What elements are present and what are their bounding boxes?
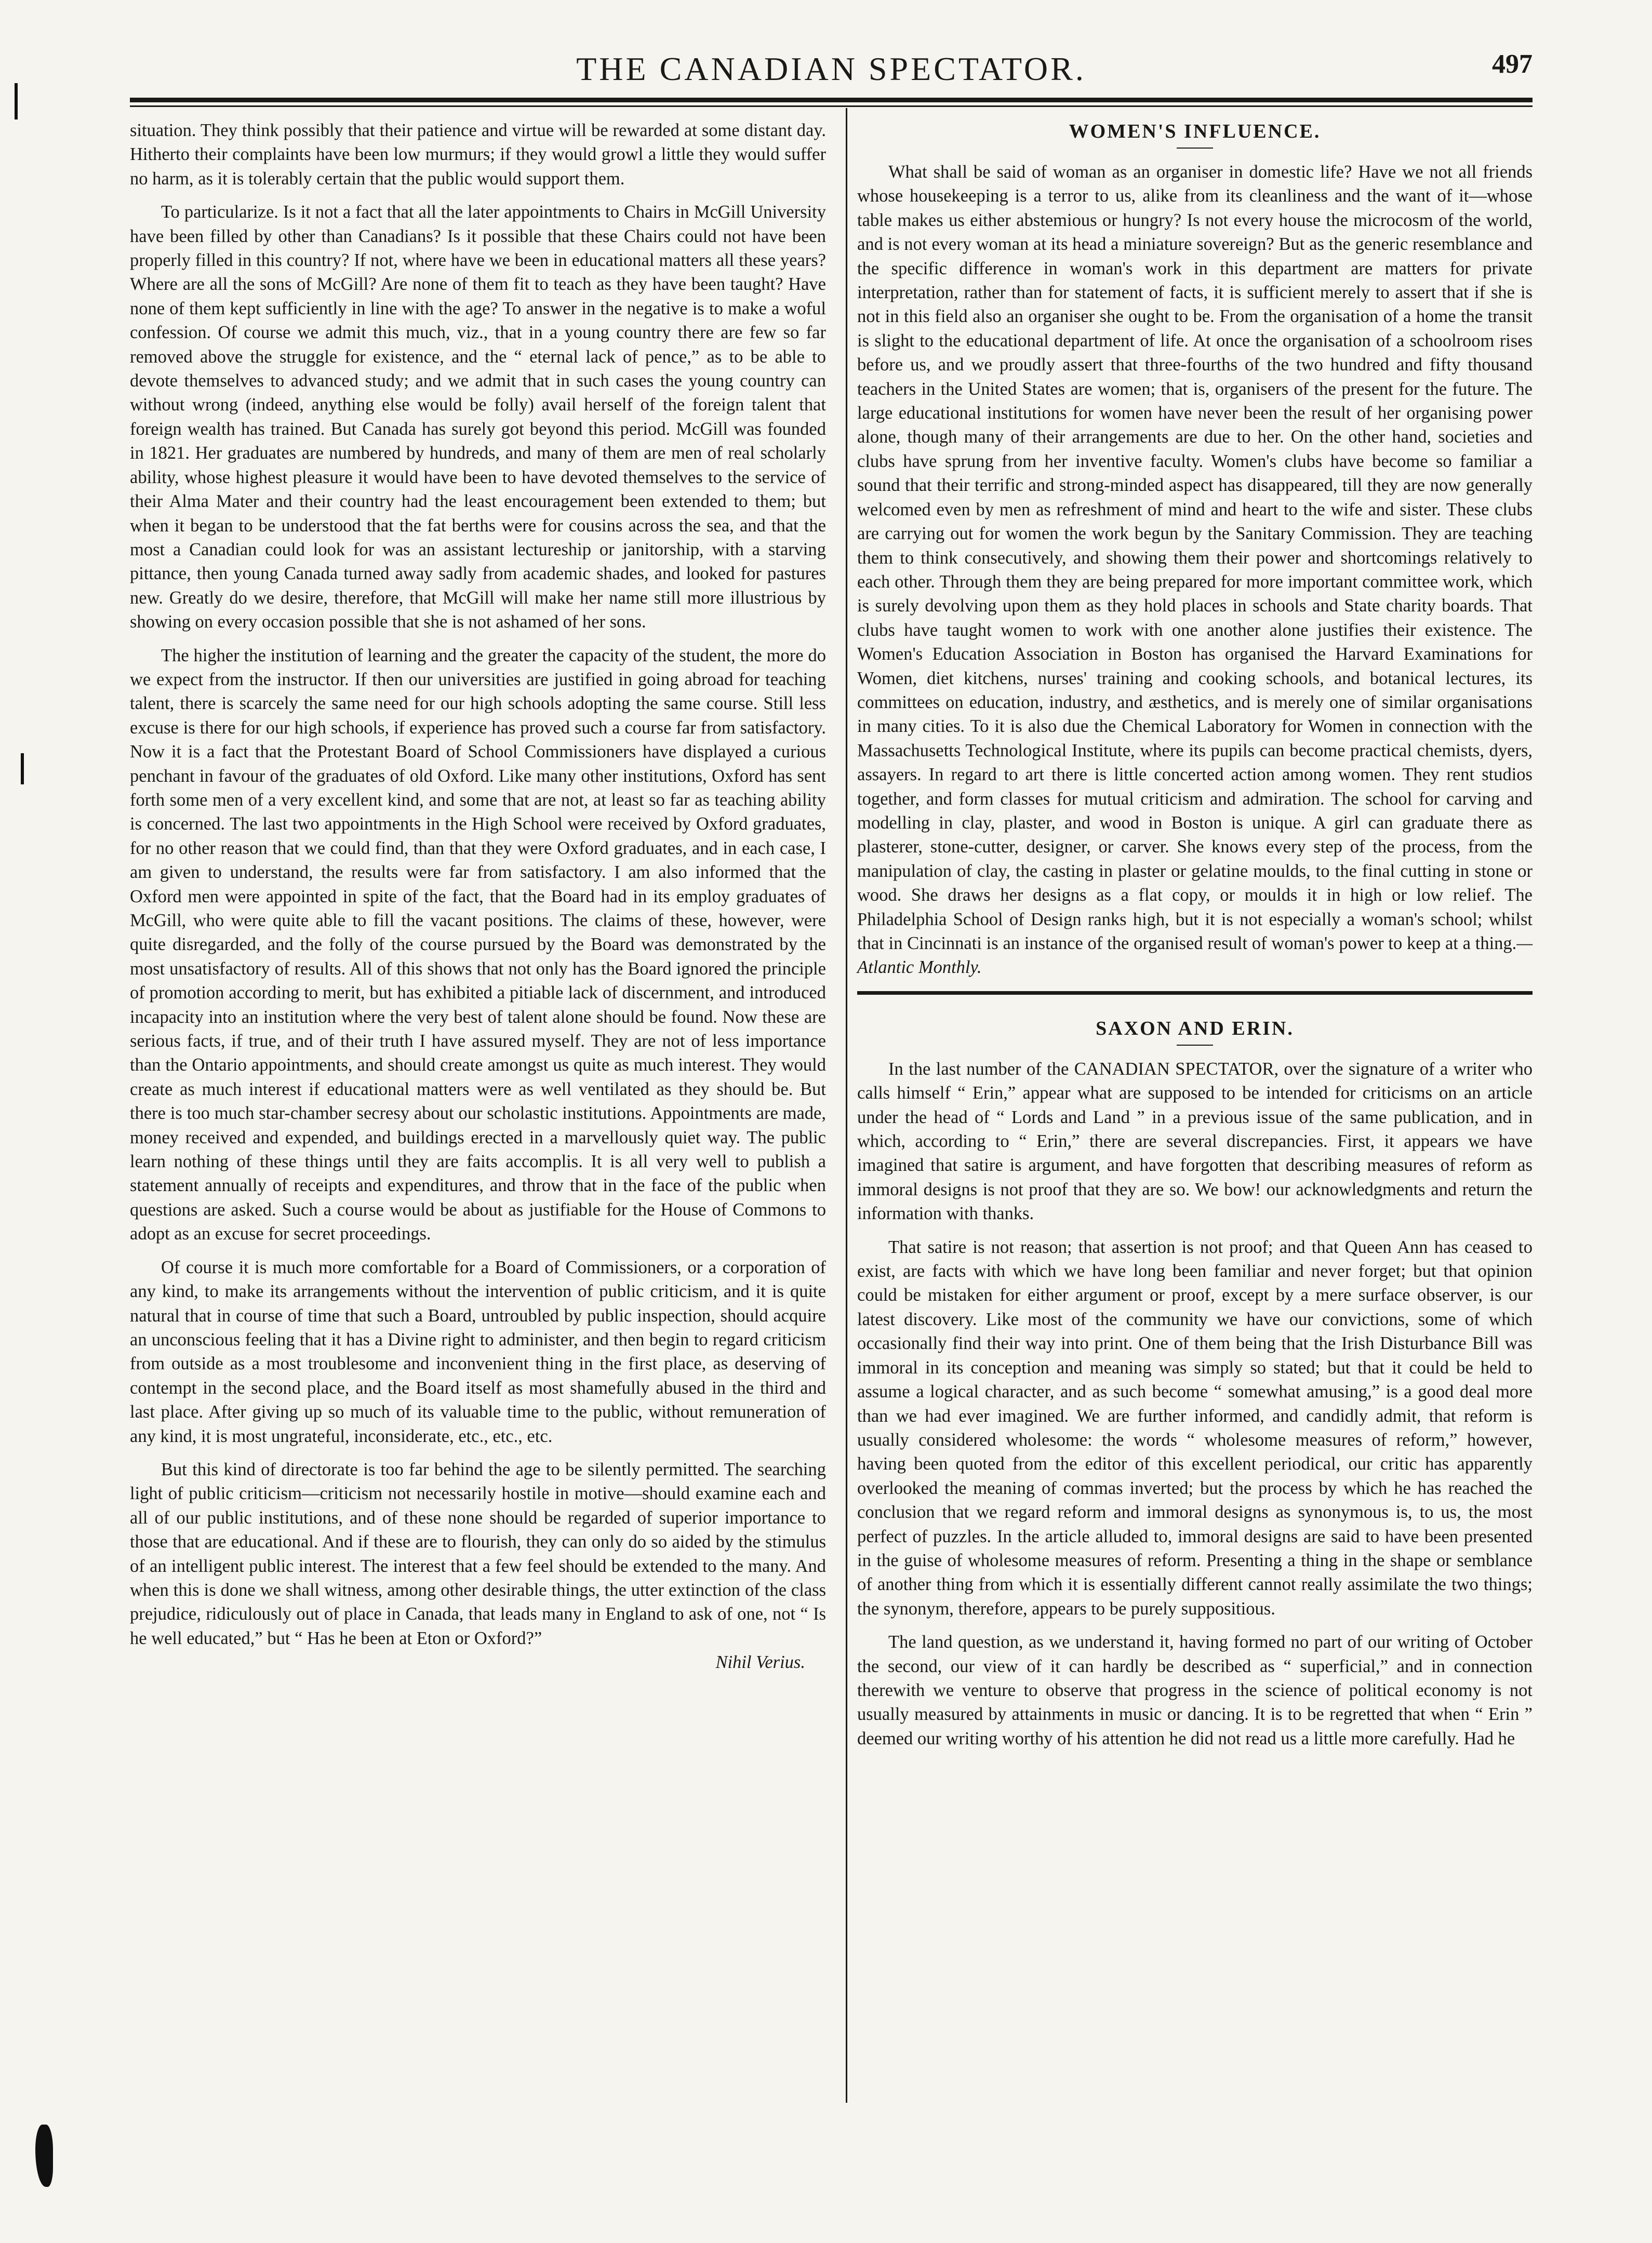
page-header — [130, 44, 1533, 101]
margin-mark-top — [15, 83, 18, 119]
article-paragraph: But this kind of directorate is too far behind the age to be silently permitted. The searching light of public criticism—criticism not necessarily hostile in motive—should examine each and all of our public institutions, and of these none should be regarded of superior importance to those that are educational. And if these are to flourish, they can only do so aided by the stimulus of an intelligent public interest. The interest that a few feel should be extended to the many. And when this is done we shall witness, among other desirable things, the utter extinction of the class prejudice, ridiculously out of place in Canada, that leads many in England to ask of one, not “ Is he well educated,” but “ Has he been at Eton or Oxford?” — [130, 1459, 826, 1648]
source-citation: —Atlantic Monthly. — [857, 933, 1533, 978]
womens-influence-paragraph — [857, 160, 1533, 980]
margin-blot — [35, 2125, 53, 2187]
running-title: THE CANADIAN SPECTATOR. — [576, 50, 1086, 87]
header-rule-thin — [130, 105, 1533, 107]
saxon-and-erin-heading: SAXON AND ERIN. — [1096, 1017, 1294, 1039]
column-divider — [846, 108, 847, 2103]
margin-mark-mid — [21, 753, 24, 784]
womens-influence-heading: WOMEN'S INFLUENCE. — [1069, 121, 1321, 142]
article-paragraph: To particularize. Is it not a fact that all the later appointments to Chairs in McGill University have been filled by other than Canadians? Is it possible that these Chairs could not have been properly filled in this country? If not, where have we been in educational matters all these years? Where are all the sons of McGill? Are none of them fit to teach as they have been taught? Have none of them kept sufficiently in line with the age? To answer in the negative is to make a woful confession. Of course we admit this much, viz., that in a young country there are few so far removed above the struggle for existence, and the “ eternal lack of pence,” as to be able to devote themselves to advanced study; and we admit that in such cases the young country can without wrong (indeed, anything else would be folly) avail herself of the foreign talent that foreign wealth has trained. But Canada has surely got beyond this period. McGill was founded in 1821. Her graduates are numbered by hundreds, and many of them are men of real scholarly ability, whose highest pleasure it would have been to have devoted themselves to the service of their Alma Mater and their country had the least encouragement been extended to them; but when it began to be understood that the fat berths were for cousins across the sea, and that the most a Canadian could look for was an assistant lectureship or janitorship, with a starving pittance, then young Canada turned away sadly from academic shades, and looked for pastures new. Greatly do we desire, therefore, that McGill will make her name still more illustrious by showing on every occasion possible that she is not ashamed of her sons. — [130, 202, 826, 632]
saxon-paragraph: In the last number of the CANADIAN SPECTATOR, over the signature of a writer who calls himself “ Erin,” appear what are supposed to be intended for criticisms on an article under the head of “ Lords and Land ” in a previous issue of the same publication, and in which, according to “ Erin,” there are several discrepancies. First, it appears we have imagined that satire is argument, and have forgotten that describing measures of reform as immoral designs is not proof that they are so. We bow! our acknowledgments and return the information with thanks. — [857, 1059, 1533, 1224]
left-column — [130, 118, 826, 1675]
header-rule-thick — [130, 98, 1533, 102]
womens-influence-text: What shall be said of woman as an organiser in domestic life? Have we not all friends whose housekeeping is a terror to us, alike from its cleanliness and the want of it—whose table makes us either abstemious or hungry? Is not every house the microcosm of the world, and is not every woman at its head a miniature sovereign? But as the generic resemblance and the specific difference in woman's work in this department are matters for private interpretation, rather than for statement of facts, it is sufficient merely to assert that if she is not in this field also an organiser she ought to be. From the organisation of a home the transit is slight to the educational department of life. At once the organisation of a schoolroom rises before us, and we proudly assert that three-fourths of the two hundred and fifty thousand teachers in the United States are women; that is, organisers of the present for the future. The large educational institutions for women have never been the result of her organising power alone, though many of their arrangements are due to her. On the other hand, societies and clubs have sprung from her inventive faculty. Women's clubs have become so familiar a sound that their terrific and strong-minded aspect has disappeared, till they are now generally welcomed even by men as refreshment of mind and heart to the wife and sister. These clubs are carrying out for women the work begun by the Sanitary Commission. They are teaching them to think consecutively, and showing them their power and shortcomings relatively to each other. Through them they are being prepared for more important committee work, which is surely devolving upon them as they hold places in schools and State charity boards. That clubs have taught women to work with one another alone justifies their existence. The Women's Education Association in Boston has organised the Harvard Examinations for Women, diet kitchens, nurses' training and cooking schools, and botanical lectures, its committees on education, industry, and æsthetics, and is merely one of similar organisations in many cities. To it is also due the Chemical Laboratory for Women in connection with the Massachusetts Technological Institute, where its pupils can become practical chemists, dyers, assayers. In regard to art there is little concerted action among women. They rent studios together, and form classes for mutual criticism and admiration. The school for carving and modelling in clay, plaster, and wood in Boston is unique. A girl can graduate there as plasterer, stone-cutter, designer, or carver. She knows every step of the process, from the manipulation of clay, the casting in plaster or gelatine moulds, to the final cutting in stone or wood. She draws her designs as a flat copy, or moulds it in high or low relief. The Philadelphia School of Design ranks high, but it is not especially a woman's school; whilst that in Cincinnati is an instance of the organised result of woman's power to keep at a thing. — [857, 162, 1533, 953]
section-separator — [857, 991, 1533, 995]
page-number: 497 — [1492, 49, 1533, 79]
article-paragraph: situation. They think possibly that their patience and virtue will be rewarded at some distant day. Hitherto their complaints have been low murmurs; if they would growl a little they would suffer no harm, as it is tolerably certain that the public would support them. — [130, 121, 826, 189]
saxon-paragraph: The land question, as we understand it, having formed no part of our writing of October the second, our view of it can hardly be described as “ superficial,” and in connection therewith we venture to observe that progress in the science of political economy is not usually measured by attainments in music or dancing. It is to be regretted that when “ Erin ” deemed our writing worthy of his attention he did not read us a little more carefully. Had he — [857, 1632, 1533, 1748]
article-paragraph: The higher the institution of learning and the greater the capacity of the student, the more do we expect from the instructor. If then our universities are justified in going abroad for teaching talent, there is scarcely the same need for our high schools adopting the same course. Still less excuse is there for our high schools, if experience has proved such a course far from satisfactory. Now it is a fact that the Protestant Board of School Commissioners have displayed a curious penchant in favour of the graduates of old Oxford. Like many other institutions, Oxford has sent forth some men of a very excellent kind, and some that are not, at least so far as teaching ability is concerned. The last two appointments in the High School were received by Oxford graduates, for no other reason that we could find, than that they were Oxford graduates, and in each case, I am given to understand, the results were far from satisfactory. I am also informed that the Oxford men were appointed in spite of the fact, that the Board had in its employ graduates of McGill, who were quite able to fill the vacant positions. The claims of these, however, were quite disregarded, and the folly of the course pursued by the Board was demonstrated by the most unsatisfactory of results. All of this shows that not only has the Board ignored the principle of promotion according to merit, but has exhibited a pitiable lack of discernment, and introduced incapacity into an institution where the very best of talent alone should be found. Now these are serious facts, if true, and of their truth I have assured myself. They are not of less importance than the Ontario appointments, and should create amongst us quite as much interest. They would create as much interest if educational matters were as well ventilated as they should be. But there is too much star-chamber secresy about our scholastic institutions. Appointments are made, money received and expended, and buildings erected in a marvellously quiet way. The public learn nothing of these things until they are faits accomplis. It is all very well to publish a statement annually of receipts and expenditures, and throw that in the face of the public when questions are asked. Such a course would be about as justifiable for the House of Commons to adopt as an excuse for secret proceedings. — [130, 645, 826, 1244]
heading-rule — [1177, 1045, 1213, 1046]
author-signature: Nihil Verius. — [715, 1652, 805, 1673]
right-column — [857, 118, 1533, 1760]
heading-rule — [1177, 148, 1213, 149]
article-paragraph: Of course it is much more comfortable for a Board of Commissioners, or a corporation of any kind, to make its arrangements without the intervention of public criticism, and it is quite natural that in course of time that such a Board, untroubled by public inspection, should acquire an unconscious feeling that it has a Divine right to administer, and then begin to regard criticism from outside as a most troublesome and inconvenient thing in the first place, as deserving of contempt in the second place, and the Board itself as most shamefully abused in the third and last place. After giving up so much of its valuable time to the public, without remuneration of any kind, it is most ungrateful, inconsiderate, etc., etc., etc. — [130, 1257, 826, 1446]
saxon-paragraph: That satire is not reason; that assertion is not proof; and that Queen Ann has ceased to exist, are facts with which we have long been familiar and never forget; but that opinion could be mistaken for either argument or proof, except by a mere surface observer, is our latest discovery. Like most of the community we have our convictions, some of which occasionally find their way into print. One of them being that the Irish Disturbance Bill was immoral in its conception and meaning was simply so stated; but that it could be held to assume a logical character, and as such become “ somewhat amusing,” is a good deal more than we had ever imagined. We are further informed, and candidly admit, that reform is usually considered wholesome: the words “ wholesome measures of reform,” however, having been quoted from the editor of this excellent periodical, our critic has apparently overlooked the meaning of commas inverted; but the process by which he has reached the conclusion that we regard reform and immoral designs as synonymous is, to us, the most perfect of puzzles. In the article alluded to, immoral designs are said to have been presented in the guise of wholesome measures of reform. Presenting a thing in the shape or semblance of another thing from which it is essentially different cannot really assimilate the two things; the synonym, therefore, appears to be purely suppositious. — [857, 1237, 1533, 1619]
